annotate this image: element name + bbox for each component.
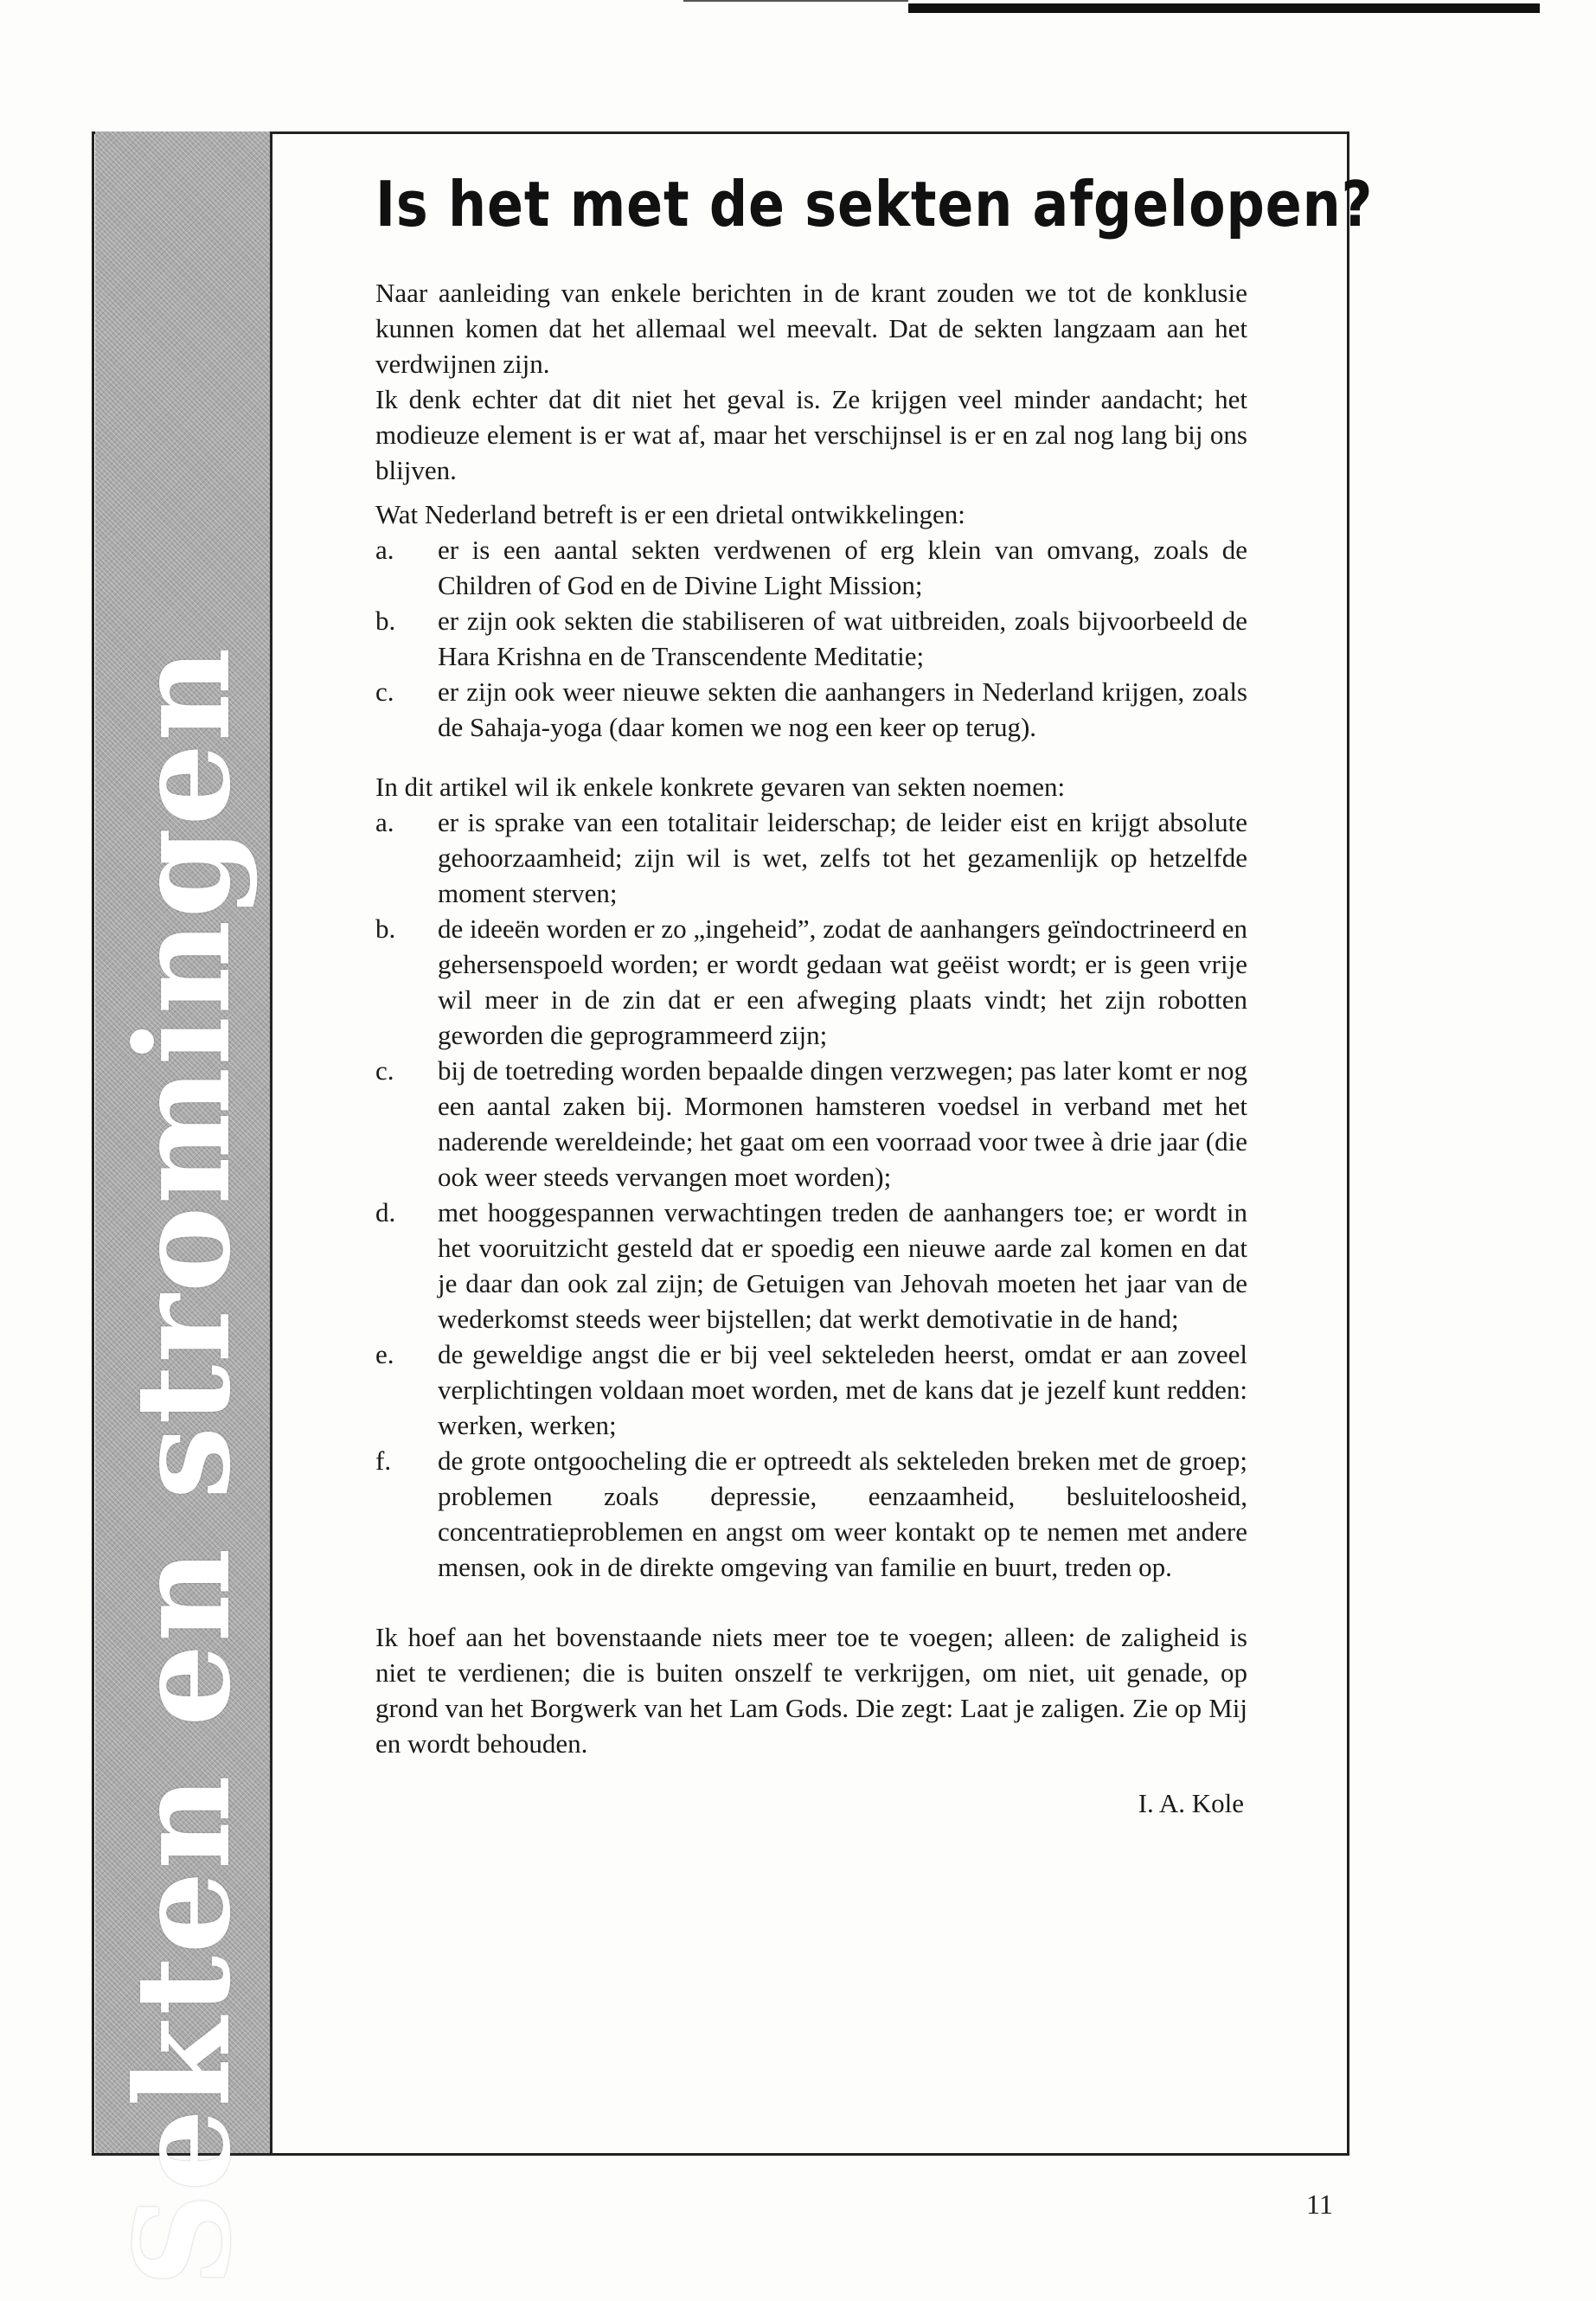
list-item-letter: f. [375, 1445, 392, 1476]
author-signature: I. A. Kole [1138, 1787, 1244, 1818]
list-item-text: met hooggespannen verwachtingen treden de aanhangers toe; er wordt in het vooruitzicht gesteld dat er spoedig een nieuwe aarde zal komen en dat je daar dan ook zal zijn; de Getuigen van Jehovah moeten het jaar van de wederkomst steeds weer bijstellen; dat werkt demotivatie in de hand; [438, 1196, 1247, 1334]
list-item-text: de ideeën worden er zo „ingeheid”, zodat de aanhangers geïndoctrineerd en gehersenspoeld worden; er wordt gedaan wat geëist wordt; er is geen vrije wil meer in de zin dat er een afweging plaats vindt; het zijn robotten geworden die geprogrammeerd zijn; [438, 913, 1247, 1050]
list-item-letter: e. [375, 1338, 394, 1369]
list-item-letter: a. [375, 806, 394, 837]
closing-paragraph: Ik hoef aan het bovenstaande niets meer toe te voegen; alleen: de zaligheid is niet te verdienen; die is buiten onszelf te verkrijgen, om niet, uit genade, op grond van het Borgwerk van het Lam Gods. Die zegt: Laat je zaligen. Zie op Mij en wordt behouden. [375, 1621, 1247, 1759]
section-title: Sekten en stromingen [107, 645, 260, 2287]
list-item-text: er is een aantal sekten verdwenen of erg klein van omvang, zoals de Children of God en de Divine Light Mission; [438, 534, 1247, 600]
list-item-text: de grote ontgoocheling die er optreedt als sekteleden breken met de groep; problemen zoals depressie, eenzaamheid, besluiteloosheid, concentratieproblemen en angst om weer kontakt op te nemen met andere mensen, ook in de direkte omgeving van familie en buurt, treden op. [438, 1445, 1247, 1582]
top-rule-thick [908, 3, 1540, 13]
article-body [375, 275, 1247, 1821]
list-item [375, 1053, 1247, 1195]
list-item-letter: c. [375, 676, 394, 707]
list-item [375, 911, 1247, 1053]
intro-paragraph-1: Naar aanleiding van enkele berichten in de krant zouden we tot de konklusie kunnen komen dat het allemaal wel meevalt. Dat de sekten langzaam aan het verdwijnen zijn. [375, 277, 1247, 379]
list-item-letter: c. [375, 1054, 394, 1086]
top-rule-thin [683, 0, 908, 2]
developments-intro: Wat Nederland betreft is er een drietal ontwikkelingen: [375, 498, 965, 529]
intro-paragraph-2: Ik denk echter dat dit niet het geval is. Ze krijgen veel minder aandacht; het modieuze element is er wat af, maar het verschijnsel is er en zal nog lang bij ons blijven. [375, 383, 1247, 485]
list-item [375, 1195, 1247, 1336]
list-item-text: er is sprake van een totalitair leiderschap; de leider eist en krijgt absolute gehoorzaamheid; zijn wil is wet, zelfs tot het gezamenlijk op hetzelfde moment sterven; [438, 806, 1247, 908]
dangers-intro: In dit artikel wil ik enkele konkrete gevaren van sekten noemen: [375, 771, 1066, 802]
article-title: Is het met de sekten afgelopen? [375, 168, 1374, 240]
list-item-letter: d. [375, 1196, 396, 1227]
list-item-text: de geweldige angst die er bij veel sekteleden heerst, omdat er aan zoveel verplichtingen voldaan moet worden, met de kans dat je jezelf kunt redden: werken, werken; [438, 1338, 1247, 1440]
list-item [375, 1443, 1247, 1585]
list-item-text: er zijn ook weer nieuwe sekten die aanhangers in Nederland krijgen, zoals de Sahaja-yoga (daar komen we nog een keer op terug). [438, 676, 1247, 742]
dangers-list [375, 804, 1247, 1585]
list-item-letter: b. [375, 605, 396, 636]
list-item [375, 603, 1247, 674]
list-item-text: er zijn ook sekten die stabiliseren of wat uitbreiden, zoals bijvoorbeeld de Hara Krishna en de Transcendente Meditatie; [438, 605, 1247, 671]
list-item-letter: a. [375, 534, 394, 565]
list-item [375, 532, 1247, 603]
list-item [375, 804, 1247, 911]
list-item [375, 674, 1247, 745]
page-number: 11 [1306, 2189, 1333, 2220]
developments-list [375, 532, 1247, 745]
list-item [375, 1336, 1247, 1443]
list-item-letter: b. [375, 913, 396, 944]
list-item-text: bij de toetreding worden bepaalde dingen verzwegen; pas later komt er nog een aantal zaken bij. Mormonen hamsteren voedsel in verband met het naderende wereldeinde; het gaat om een voorraad voor twee à drie jaar (die ook weer steeds vervangen moet worden); [438, 1054, 1247, 1192]
article-content [375, 168, 1374, 1821]
